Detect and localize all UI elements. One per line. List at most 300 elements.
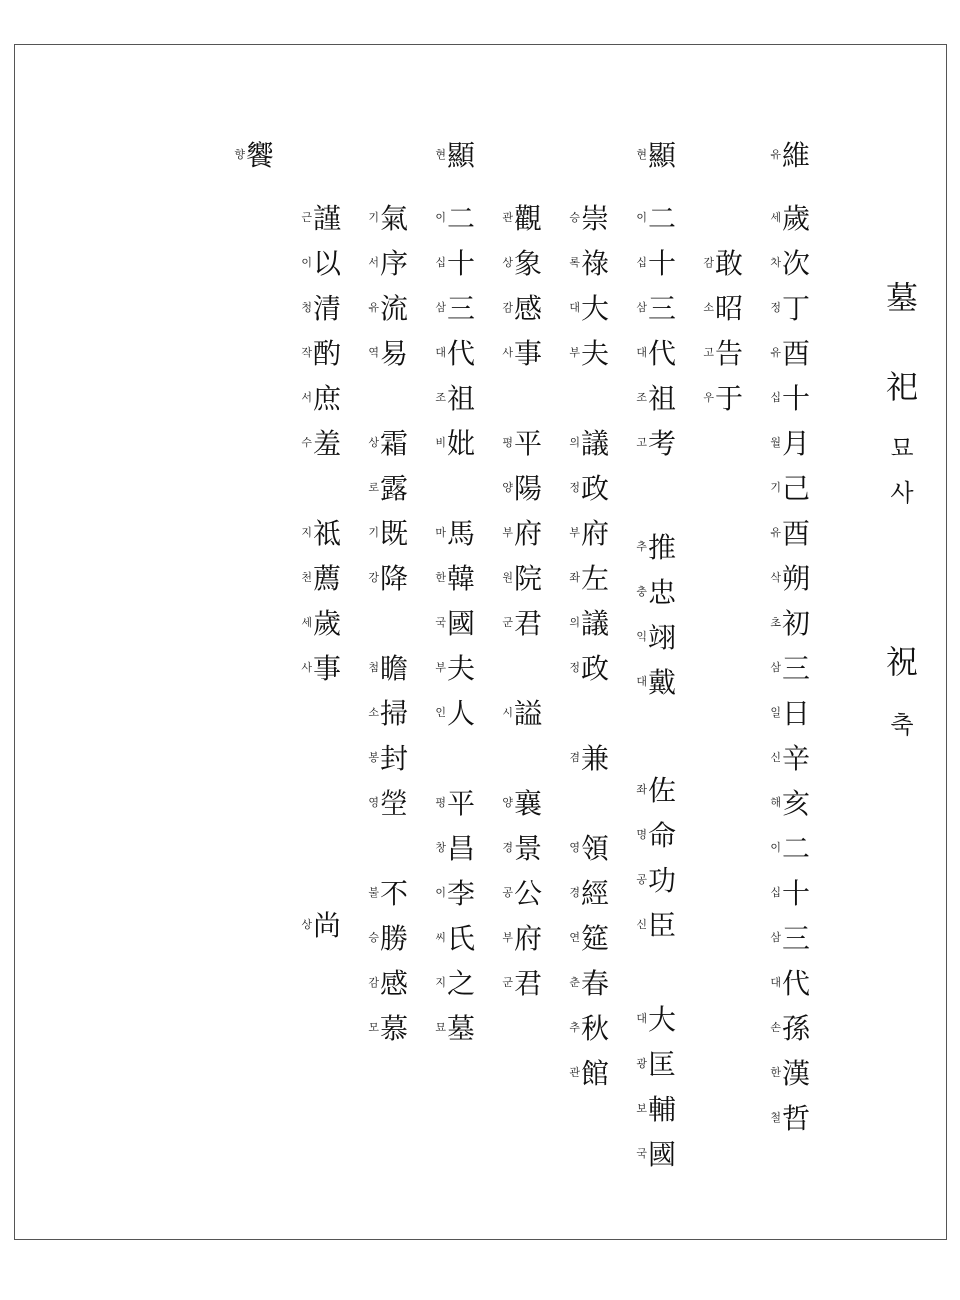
hanja-character: 封: [380, 742, 409, 775]
glyph-cell: [429, 649, 499, 689]
hanja-character: 三: [782, 922, 811, 955]
glyph-cell: [764, 784, 834, 824]
hanja-character: 政: [581, 472, 610, 505]
glyph-cell: [429, 559, 499, 599]
hanja-character: 霜: [380, 427, 409, 460]
glyph-cell: [362, 1009, 432, 1049]
glyph-cell: [496, 514, 566, 554]
glyph-cell: [764, 1099, 834, 1139]
glyph-cell: [563, 874, 633, 914]
hanja-character: 平: [514, 427, 543, 460]
glyph-cell: [362, 514, 432, 554]
hangul-reading: 좌: [569, 571, 580, 584]
glyph-cell: [630, 1045, 700, 1085]
glyph-cell: [362, 919, 432, 959]
hangul-reading: 현: [636, 148, 647, 161]
hangul-reading: 고: [636, 436, 647, 449]
hangul-reading: 연: [569, 931, 580, 944]
hangul-reading: 대: [569, 301, 580, 314]
hanja-character: 羞: [313, 427, 342, 460]
hangul-reading: 추: [636, 539, 647, 553]
hangul-reading: 대: [636, 1012, 647, 1025]
hangul-reading: 차: [770, 256, 781, 269]
hangul-reading: 사: [301, 661, 312, 674]
hangul-reading: 비: [435, 436, 446, 449]
glyph-cell: [295, 424, 365, 464]
hangul-reading: 보: [636, 1102, 647, 1115]
glyph-cell: [764, 1054, 834, 1094]
hangul-reading: 양: [502, 481, 513, 494]
hangul-reading: 시: [502, 706, 513, 719]
glyph-cell: [496, 424, 566, 464]
hanja-character: 十: [648, 247, 677, 280]
hangul-reading: 부: [502, 526, 513, 539]
glyph-cell: [764, 604, 834, 644]
hanja-character: 陽: [514, 472, 543, 505]
hanja-character: 十: [447, 247, 476, 280]
glyph-cell: [563, 964, 633, 1004]
hangul-reading: 일: [770, 706, 781, 719]
hanja-character: 敢: [715, 247, 744, 280]
hanja-character: 府: [581, 517, 610, 550]
glyph-cell: [362, 289, 432, 329]
hanja-character: 襄: [514, 787, 543, 820]
hanja-character: 崇: [581, 202, 610, 235]
glyph-cell: [496, 289, 566, 329]
hanja-character: 象: [514, 247, 543, 280]
hangul-reading: 대: [770, 976, 781, 989]
glyph-cell: [764, 379, 834, 419]
glyph-cell: [630, 771, 700, 811]
hanja-character: 以: [313, 247, 342, 280]
hanja-character: 院: [514, 562, 543, 595]
glyph-cell: [496, 694, 566, 734]
hanja-character: 三: [447, 292, 476, 325]
hanja-character: 夫: [581, 337, 610, 370]
glyph-cell: [295, 559, 365, 599]
hangul-reading: 초: [770, 616, 781, 629]
hangul-reading: 소: [368, 706, 379, 719]
hangul-reading: 한: [770, 1066, 781, 1079]
hangul-reading: 경: [502, 841, 513, 854]
hanja-character: 感: [380, 967, 409, 1000]
hangul-reading: 서: [301, 391, 312, 404]
hangul-reading: 불: [368, 886, 379, 899]
hangul-reading: 십: [770, 391, 781, 404]
hangul-reading: 공: [502, 886, 513, 899]
hangul-reading: 감: [703, 256, 714, 269]
hanja-character: 墓: [447, 1012, 476, 1045]
hanja-character: 祖: [447, 382, 476, 415]
glyph-cell: [429, 334, 499, 374]
hangul-reading: 평: [502, 436, 513, 449]
hangul-reading: 부: [502, 931, 513, 944]
glyph-cell: [362, 649, 432, 689]
glyph-cell: [362, 469, 432, 509]
glyph-cell: [630, 424, 700, 464]
hanja-character: 次: [782, 247, 811, 280]
hangul-reading: 군: [502, 616, 513, 629]
hangul-reading: 이: [770, 841, 781, 854]
hanja-character: 勝: [380, 922, 409, 955]
hangul-reading: 춘: [569, 976, 580, 989]
hangul-reading: 청: [301, 301, 312, 314]
glyph-cell: [764, 1009, 834, 1049]
hangul-reading: 강: [368, 571, 379, 584]
glyph-cell: [362, 559, 432, 599]
glyph-cell: [630, 861, 700, 901]
hangul-reading: 공: [636, 872, 647, 886]
hanja-character: 十: [782, 382, 811, 415]
glyph-cell: [496, 244, 566, 284]
hanja-character: 歲: [313, 607, 342, 640]
hanja-character: 哲: [782, 1102, 811, 1135]
hanja-character: 初: [782, 607, 811, 640]
hanja-character: 祗: [313, 517, 342, 550]
hangul-reading: 향: [234, 148, 245, 161]
hangul-reading: 사: [502, 346, 513, 359]
hanja-character: 氏: [447, 922, 476, 955]
hangul-reading: 기: [368, 211, 379, 224]
title-reading-3: 축: [890, 711, 914, 739]
hangul-reading: 충: [636, 584, 647, 598]
hangul-reading: 의: [569, 616, 580, 629]
hangul-reading: 상: [368, 436, 379, 449]
glyph-cell: [764, 919, 834, 959]
hanja-character: 維: [782, 139, 811, 172]
hangul-reading: 첨: [368, 661, 379, 674]
hanja-character: 歲: [782, 202, 811, 235]
glyph-cell: [697, 244, 767, 284]
glyph-cell: [630, 663, 700, 703]
hangul-reading: 역: [368, 346, 379, 359]
glyph-cell: [697, 334, 767, 374]
glyph-cell: [630, 906, 700, 946]
hanja-character: 顯: [447, 139, 476, 172]
hanja-character: 李: [447, 877, 476, 910]
hangul-reading: 세: [770, 211, 781, 224]
glyph-cell: [630, 1090, 700, 1130]
hanja-character: 酉: [782, 517, 811, 550]
hanja-character: 左: [581, 562, 610, 595]
hangul-reading: 감: [368, 976, 379, 989]
glyph-cell: [362, 199, 432, 239]
hanja-character: 府: [514, 922, 543, 955]
hangul-reading: 삼: [770, 661, 781, 674]
hangul-reading: 좌: [636, 782, 647, 796]
hanja-character: 序: [380, 247, 409, 280]
hanja-character: 秋: [581, 1012, 610, 1045]
hanja-character: 平: [447, 787, 476, 820]
glyph-cell: [563, 559, 633, 599]
hanja-character: 領: [581, 832, 610, 865]
glyph-cell: [563, 1054, 633, 1094]
hangul-reading: 신: [636, 917, 647, 931]
glyph-cell: [563, 289, 633, 329]
hangul-reading: 마: [435, 526, 446, 539]
glyph-cell: [295, 604, 365, 644]
glyph-cell: [563, 919, 633, 959]
glyph-cell: [764, 334, 834, 374]
hanja-character: 不: [380, 877, 409, 910]
hanja-character: 降: [380, 562, 409, 595]
hangul-reading: 이: [636, 211, 647, 224]
hanja-character: 顯: [648, 139, 677, 172]
hanja-character: 戴: [648, 665, 677, 699]
hangul-reading: 명: [636, 827, 647, 841]
glyph-cell: [764, 424, 834, 464]
glyph-cell: [362, 874, 432, 914]
hangul-reading: 현: [435, 148, 446, 161]
hanja-character: 亥: [782, 787, 811, 820]
glyph-cell: [429, 784, 499, 824]
glyph-cell: [764, 874, 834, 914]
hangul-reading: 철: [770, 1111, 781, 1124]
glyph-cell: [295, 199, 365, 239]
hangul-reading: 유: [368, 301, 379, 314]
glyph-cell: [764, 829, 834, 869]
glyph-cell: [228, 136, 298, 176]
glyph-cell: [362, 694, 432, 734]
hangul-reading: 근: [301, 211, 312, 224]
hanja-character: 考: [648, 427, 677, 460]
glyph-cell: [429, 244, 499, 284]
glyph-cell: [496, 334, 566, 374]
glyph-cell: [764, 964, 834, 1004]
hanja-character: 易: [380, 337, 409, 370]
glyph-cell: [563, 244, 633, 284]
glyph-cell: [429, 694, 499, 734]
hangul-reading: 양: [502, 796, 513, 809]
hangul-reading: 월: [770, 436, 781, 449]
hanja-character: 匡: [648, 1048, 677, 1081]
hanja-character: 公: [514, 877, 543, 910]
glyph-cell: [630, 379, 700, 419]
hangul-reading: 세: [301, 616, 312, 629]
hangul-reading: 익: [636, 629, 647, 643]
hanja-character: 議: [581, 607, 610, 640]
hangul-reading: 이: [435, 886, 446, 899]
glyph-cell: [496, 874, 566, 914]
hanja-character: 景: [514, 832, 543, 865]
hanja-character: 于: [715, 382, 744, 415]
hanja-character: 館: [581, 1057, 610, 1090]
glyph-cell: [429, 289, 499, 329]
hangul-reading: 십: [636, 256, 647, 269]
hangul-reading: 경: [569, 886, 580, 899]
title-char-1: 墓: [885, 279, 918, 317]
hanja-character: 瞻: [380, 652, 409, 685]
hangul-reading: 지: [435, 976, 446, 989]
hanja-character: 謹: [313, 202, 342, 235]
hangul-reading: 추: [569, 1021, 580, 1034]
hanja-character: 議: [581, 427, 610, 460]
hangul-reading: 소: [703, 301, 714, 314]
hangul-reading: 영: [569, 841, 580, 854]
hangul-reading: 대: [636, 674, 647, 688]
hanja-character: 兼: [581, 742, 610, 775]
hanja-character: 國: [648, 1138, 677, 1171]
hangul-reading: 모: [368, 1021, 379, 1034]
hangul-reading: 십: [770, 886, 781, 899]
hanja-character: 妣: [447, 427, 476, 460]
hanja-character: 祿: [581, 247, 610, 280]
hanja-character: 露: [380, 472, 409, 505]
hangul-reading: 군: [502, 976, 513, 989]
glyph-cell: [630, 1000, 700, 1040]
hangul-reading: 지: [301, 526, 312, 539]
title-reading-2: 사: [890, 479, 914, 507]
hangul-reading: 창: [435, 841, 446, 854]
glyph-cell: [764, 694, 834, 734]
glyph-cell: [496, 919, 566, 959]
hanja-character: 代: [447, 337, 476, 370]
glyph-cell: [295, 244, 365, 284]
hanja-character: 翊: [648, 620, 677, 654]
hangul-reading: 부: [569, 526, 580, 539]
hanja-character: 代: [648, 337, 677, 370]
hanja-character: 謚: [514, 697, 543, 730]
hanja-character: 政: [581, 652, 610, 685]
hangul-reading: 천: [301, 571, 312, 584]
hanja-character: 十: [782, 877, 811, 910]
glyph-cell: [630, 528, 700, 568]
glyph-cell: [295, 906, 365, 946]
hanja-character: 忠: [648, 575, 677, 609]
glyph-cell: [563, 1009, 633, 1049]
hangul-reading: 해: [770, 796, 781, 809]
glyph-cell: [563, 424, 633, 464]
hangul-reading: 의: [569, 436, 580, 449]
hangul-reading: 승: [368, 931, 379, 944]
hangul-reading: 정: [770, 301, 781, 314]
hanja-character: 既: [380, 517, 409, 550]
glyph-cell: [630, 816, 700, 856]
hanja-character: 輔: [648, 1093, 677, 1126]
hanja-character: 清: [313, 292, 342, 325]
hanja-character: 韓: [447, 562, 476, 595]
glyph-cell: [295, 514, 365, 554]
hangul-reading: 봉: [368, 751, 379, 764]
glyph-cell: [630, 136, 700, 176]
document-frame: [14, 44, 947, 1240]
hangul-reading: 한: [435, 571, 446, 584]
hanja-character: 之: [447, 967, 476, 1000]
hangul-reading: 묘: [435, 1021, 446, 1034]
hanja-character: 祖: [648, 382, 677, 415]
hangul-reading: 유: [770, 148, 781, 161]
hangul-reading: 국: [435, 616, 446, 629]
hanja-character: 大: [581, 292, 610, 325]
hangul-reading: 광: [636, 1057, 647, 1070]
hangul-reading: 수: [301, 436, 312, 449]
glyph-cell: [563, 334, 633, 374]
hangul-reading: 삭: [770, 571, 781, 584]
hanja-character: 漢: [782, 1057, 811, 1090]
hangul-reading: 국: [636, 1147, 647, 1160]
hangul-reading: 조: [435, 391, 446, 404]
glyph-cell: [496, 469, 566, 509]
glyph-cell: [496, 964, 566, 1004]
hanja-character: 辛: [782, 742, 811, 775]
glyph-cell: [429, 964, 499, 1004]
hangul-reading: 기: [770, 481, 781, 494]
title-char-3: 祝: [885, 643, 918, 681]
hanja-character: 馬: [447, 517, 476, 550]
glyph-cell: [630, 573, 700, 613]
glyph-cell: [630, 289, 700, 329]
glyph-cell: [496, 199, 566, 239]
glyph-cell: [429, 604, 499, 644]
hanja-character: 君: [514, 967, 543, 1000]
hangul-reading: 정: [569, 661, 580, 674]
glyph-cell: [496, 604, 566, 644]
hanja-character: 塋: [380, 787, 409, 820]
hangul-reading: 조: [636, 391, 647, 404]
hangul-reading: 정: [569, 481, 580, 494]
hanja-character: 三: [648, 292, 677, 325]
hanja-character: 臣: [648, 908, 677, 942]
hanja-character: 代: [782, 967, 811, 1000]
hangul-reading: 십: [435, 256, 446, 269]
hanja-character: 酌: [313, 337, 342, 370]
hanja-character: 君: [514, 607, 543, 640]
glyph-cell: [429, 514, 499, 554]
glyph-cell: [764, 514, 834, 554]
hangul-reading: 대: [636, 346, 647, 359]
hanja-character: 薦: [313, 562, 342, 595]
hangul-reading: 신: [770, 751, 781, 764]
glyph-cell: [496, 829, 566, 869]
hangul-reading: 이: [435, 211, 446, 224]
hangul-reading: 승: [569, 211, 580, 224]
hanja-character: 國: [447, 607, 476, 640]
hangul-reading: 유: [770, 526, 781, 539]
glyph-cell: [362, 424, 432, 464]
hangul-reading: 대: [435, 346, 446, 359]
hanja-character: 庶: [313, 382, 342, 415]
glyph-cell: [295, 289, 365, 329]
glyph-cell: [764, 469, 834, 509]
glyph-cell: [362, 784, 432, 824]
glyph-cell: [563, 604, 633, 644]
hangul-reading: 손: [770, 1021, 781, 1034]
hanja-character: 丁: [782, 292, 811, 325]
glyph-cell: [429, 874, 499, 914]
glyph-cell: [563, 829, 633, 869]
hanja-character: 孫: [782, 1012, 811, 1045]
glyph-cell: [362, 244, 432, 284]
glyph-cell: [563, 514, 633, 554]
hangul-reading: 삼: [770, 931, 781, 944]
hanja-character: 氣: [380, 202, 409, 235]
hanja-character: 事: [313, 652, 342, 685]
hangul-reading: 상: [301, 917, 312, 931]
hangul-reading: 유: [770, 346, 781, 359]
glyph-cell: [630, 244, 700, 284]
glyph-cell: [764, 199, 834, 239]
glyph-cell: [697, 289, 767, 329]
glyph-cell: [429, 1009, 499, 1049]
glyph-cell: [496, 559, 566, 599]
hangul-reading: 평: [435, 796, 446, 809]
hanja-character: 命: [648, 818, 677, 852]
hangul-reading: 감: [502, 301, 513, 314]
hangul-reading: 삼: [636, 301, 647, 314]
glyph-cell: [429, 829, 499, 869]
hangul-reading: 씨: [435, 931, 446, 944]
glyph-cell: [764, 136, 834, 176]
